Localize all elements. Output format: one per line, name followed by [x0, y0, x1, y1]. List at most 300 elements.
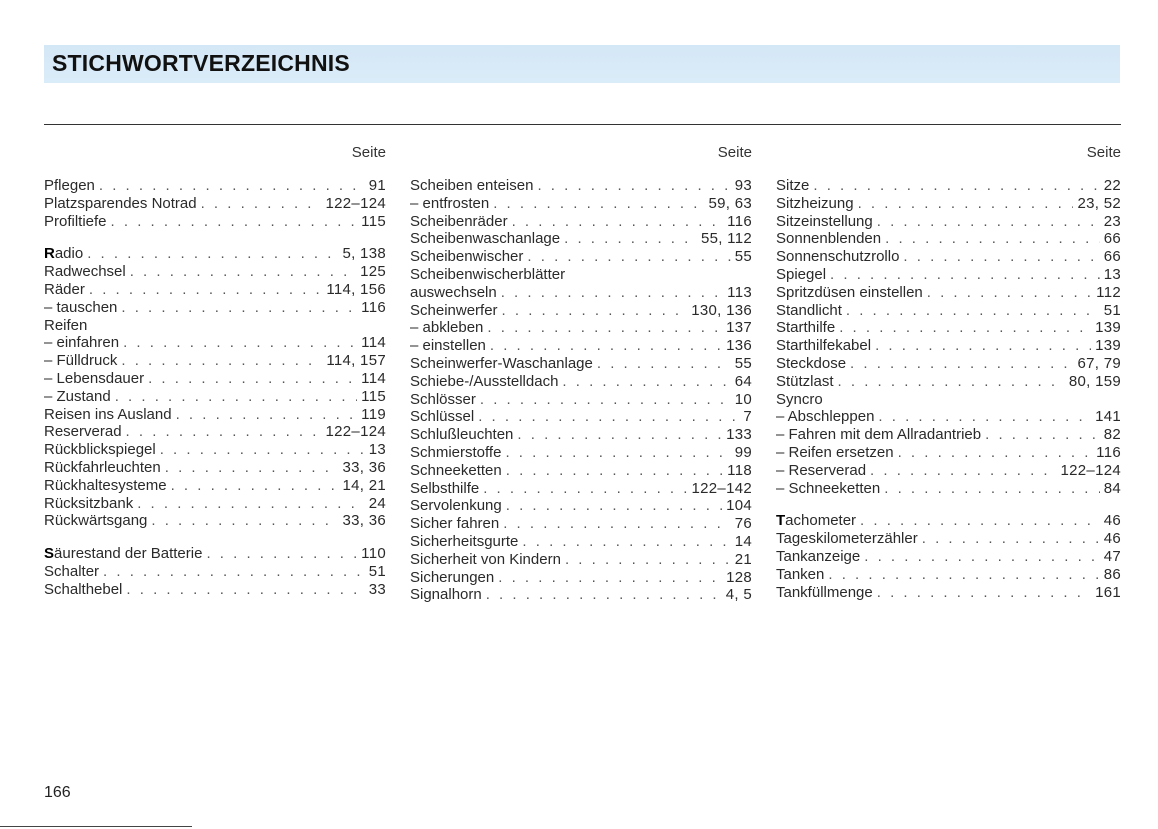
- entry-term-text: Rückfahrleuchten: [44, 458, 161, 476]
- entry-page: 55, 112: [700, 230, 752, 248]
- entry-page: 130, 136: [691, 301, 752, 319]
- dot-leader: [927, 284, 1092, 302]
- entry-page: 55: [734, 354, 752, 372]
- entry-term: [410, 497, 502, 515]
- index-entry: [410, 177, 752, 195]
- entry-term: [410, 533, 518, 551]
- dot-leader: [860, 512, 1100, 530]
- index-entry: [776, 195, 1121, 213]
- entry-term: [410, 426, 513, 444]
- entry-page: 55: [734, 248, 752, 266]
- entry-list: [44, 177, 386, 599]
- index-entry: [776, 337, 1121, 355]
- entry-page: 84: [1103, 479, 1121, 497]
- index-entry: [776, 408, 1121, 426]
- entry-term: [776, 391, 823, 409]
- entry-term-text: Scheibenwaschanlage: [410, 230, 561, 248]
- entry-term-text: Steckdose: [776, 354, 847, 372]
- index-entry: [410, 551, 752, 569]
- entry-term: [44, 281, 85, 299]
- entry-page: 118: [727, 461, 752, 479]
- dot-leader: [501, 284, 723, 302]
- index-entry: [776, 548, 1121, 566]
- entry-term-text: Tankanzeige: [776, 547, 861, 565]
- entry-page: 114, 157: [326, 352, 386, 370]
- entry-term: [776, 512, 856, 530]
- dot-leader: [126, 581, 364, 599]
- entry-page: 139: [1095, 319, 1121, 337]
- header-rule: [44, 124, 1121, 125]
- index-entry: [410, 497, 752, 515]
- entry-page: 66: [1103, 248, 1121, 266]
- dot-leader: [828, 566, 1099, 584]
- title-bar: [44, 45, 1120, 83]
- entry-page: 64: [734, 372, 752, 390]
- index-entry: [776, 391, 1121, 409]
- entry-term: [410, 284, 497, 302]
- index-entry: [44, 245, 386, 263]
- dot-leader: [176, 406, 358, 424]
- entry-term: [44, 441, 156, 459]
- index-entry: [776, 512, 1121, 530]
- index-entry: [776, 266, 1121, 284]
- index-entry: [44, 370, 386, 388]
- entry-page: 125: [360, 263, 386, 281]
- entry-page: 116: [361, 298, 386, 316]
- entry-page: 161: [1095, 583, 1121, 601]
- entry-term-text: achometer: [785, 512, 857, 530]
- entry-term: [44, 477, 167, 495]
- index-entry: [44, 581, 386, 599]
- entry-term-text: – tauschen: [44, 298, 118, 316]
- entry-term: [44, 545, 202, 563]
- entry-term: [44, 370, 144, 388]
- entry-term-text: Sicherheitsgurte: [410, 532, 519, 550]
- entry-page: 23: [1103, 212, 1121, 230]
- dot-leader: [884, 480, 1099, 498]
- entry-term: [410, 319, 483, 337]
- entry-page: 76: [734, 515, 752, 533]
- entry-term-text: Reifen: [44, 316, 88, 334]
- entry-term: [44, 581, 122, 599]
- dot-leader: [503, 515, 730, 533]
- entry-list: [410, 177, 752, 604]
- entry-term: [410, 551, 561, 569]
- dot-leader: [878, 408, 1091, 426]
- entry-page: 114, 156: [326, 280, 386, 298]
- entry-term-text: Signalhorn: [410, 586, 482, 604]
- entry-page: 5, 138: [342, 245, 386, 263]
- dot-leader: [137, 495, 365, 513]
- dot-leader: [99, 177, 365, 195]
- entry-term: [776, 319, 835, 337]
- entry-term: [410, 391, 476, 409]
- entry-page: 10: [734, 390, 752, 408]
- entry-term-text: Rückblickspiegel: [44, 441, 156, 459]
- index-entry: [44, 423, 386, 441]
- entry-term: [410, 355, 593, 373]
- entry-term-text: Schalthebel: [44, 580, 123, 598]
- dot-leader: [517, 426, 722, 444]
- index-entry: [410, 426, 752, 444]
- dot-leader: [846, 302, 1100, 320]
- entry-term-text: Sitzheizung: [776, 194, 854, 212]
- entry-term: [410, 462, 502, 480]
- entry-term-text: Spiegel: [776, 265, 827, 283]
- entry-term-text: – einfahren: [44, 334, 120, 352]
- entry-page: 33, 36: [342, 458, 386, 476]
- index-entry: [410, 408, 752, 426]
- entry-term-text: Scheiben enteisen: [410, 177, 534, 194]
- entry-term: [44, 495, 133, 513]
- entry-page: 93: [734, 177, 752, 194]
- dot-leader: [478, 408, 739, 426]
- entry-term-text: – Lebensdauer: [44, 369, 145, 387]
- dot-leader: [875, 337, 1091, 355]
- entry-term: [410, 480, 479, 498]
- index-entry: [776, 319, 1121, 337]
- dot-leader: [115, 388, 357, 406]
- entry-term-text: Rückwärtsgang: [44, 512, 148, 530]
- entry-term-text: Schmierstoffe: [410, 443, 502, 461]
- entry-term-text: Starthilfe: [776, 319, 836, 337]
- index-entry: [410, 248, 752, 266]
- entry-term: [44, 563, 99, 581]
- entry-term: [44, 406, 172, 424]
- index-entry: [410, 391, 752, 409]
- entry-term: [44, 317, 87, 335]
- entry-page: 116: [1096, 443, 1121, 461]
- dot-leader: [565, 551, 731, 569]
- entry-term-text: – entfrosten: [410, 194, 490, 212]
- dot-leader: [877, 213, 1100, 231]
- entry-term: [776, 248, 899, 266]
- entry-term-text: – Zustand: [44, 387, 111, 405]
- entry-term: [44, 195, 197, 213]
- entry-term: [410, 444, 501, 462]
- entry-term: [776, 230, 881, 248]
- entry-term: [776, 584, 873, 602]
- index-entry: [44, 317, 386, 335]
- dot-leader: [201, 195, 322, 213]
- entry-term-text: Sitze: [776, 177, 810, 194]
- index-entry: [410, 266, 752, 284]
- entry-term-text: – Reifen ersetzen: [776, 443, 894, 461]
- entry-initial: T: [776, 512, 786, 530]
- index-entry: [410, 195, 752, 213]
- entry-term-text: Rückhaltesysteme: [44, 476, 167, 494]
- dot-leader: [89, 281, 322, 299]
- entry-page: 24: [368, 494, 386, 512]
- entry-term: [44, 263, 126, 281]
- index-entry: [776, 426, 1121, 444]
- entry-term: [44, 388, 111, 406]
- entry-term-text: Scheibenwischer: [410, 248, 524, 266]
- entry-term: [410, 248, 523, 266]
- dot-leader: [502, 302, 688, 320]
- dot-leader: [480, 391, 731, 409]
- index-entry: [44, 477, 386, 495]
- entry-term-text: Schlösser: [410, 390, 476, 408]
- entry-term: [410, 337, 486, 355]
- index-entry: [44, 563, 386, 581]
- entry-term-text: Starthilfekabel: [776, 337, 872, 355]
- dot-leader: [505, 444, 730, 462]
- entry-term: [410, 230, 560, 248]
- dot-leader: [506, 497, 722, 515]
- dot-leader: [121, 352, 322, 370]
- index-entry: [410, 373, 752, 391]
- seite-header: Seite: [351, 144, 386, 161]
- entry-page: 115: [361, 212, 386, 230]
- entry-term-text: – Fülldruck: [44, 352, 118, 370]
- entry-page: 59, 63: [708, 194, 752, 212]
- entry-term: [776, 195, 854, 213]
- dot-leader: [922, 530, 1100, 548]
- index-entry: [44, 299, 386, 317]
- entry-page: 137: [726, 319, 752, 337]
- entry-term-text: äurestand der Batterie: [54, 545, 203, 563]
- dot-leader: [498, 569, 722, 587]
- entry-page: 47: [1103, 547, 1121, 565]
- dot-leader: [562, 373, 730, 391]
- index-entry: [44, 281, 386, 299]
- index-entry: [44, 406, 386, 424]
- entry-term-text: Rücksitzbank: [44, 494, 134, 512]
- seite-header: Seite: [717, 144, 752, 161]
- index-column-1: [44, 144, 386, 599]
- page-title: STICHWORTVERZEICHNIS: [52, 50, 350, 76]
- entry-page: 13: [1103, 265, 1121, 283]
- entry-term: [776, 302, 842, 320]
- dot-leader: [903, 248, 1099, 266]
- entry-term: [776, 548, 860, 566]
- index-entry: [410, 569, 752, 587]
- entry-page: 112: [1096, 283, 1121, 301]
- entry-term-text: – Abschleppen: [776, 408, 875, 426]
- entry-term-text: Radwechsel: [44, 263, 126, 281]
- index-entry: [410, 337, 752, 355]
- entry-term: [44, 299, 117, 317]
- entry-page: 66: [1103, 230, 1121, 248]
- dot-leader: [160, 441, 365, 459]
- index-entry: [776, 213, 1121, 231]
- entry-term-text: Schlußleuchten: [410, 426, 514, 444]
- entry-term-text: Sicher fahren: [410, 515, 500, 533]
- entry-term-text: Stützlast: [776, 372, 834, 390]
- dot-leader: [877, 584, 1091, 602]
- index-entry: [776, 444, 1121, 462]
- index-entry: [410, 355, 752, 373]
- index-entry: [44, 352, 386, 370]
- entry-page: 46: [1103, 530, 1121, 548]
- entry-term: [776, 408, 874, 426]
- entry-term-text: Scheibenräder: [410, 212, 508, 230]
- index-entry: [410, 230, 752, 248]
- dot-leader: [165, 459, 339, 477]
- dot-leader: [522, 533, 730, 551]
- entry-page: 99: [734, 443, 752, 461]
- entry-page: 86: [1103, 565, 1121, 583]
- entry-term-text: Sitzeinstellung: [776, 212, 873, 230]
- entry-term: [410, 515, 499, 533]
- dot-leader: [858, 195, 1074, 213]
- entry-term-text: Schneeketten: [410, 461, 502, 479]
- entry-term: [410, 177, 533, 195]
- dot-leader: [171, 477, 339, 495]
- entry-term: [776, 266, 826, 284]
- dot-leader: [850, 355, 1073, 373]
- index-entry: [410, 284, 752, 302]
- entry-term-text: Tageskilometerzähler: [776, 530, 918, 548]
- entry-term-text: – abkleben: [410, 319, 484, 337]
- dot-leader: [486, 586, 722, 604]
- index-entry: [410, 302, 752, 320]
- entry-term: [776, 444, 894, 462]
- entry-term: [410, 586, 482, 604]
- entry-term: [410, 408, 474, 426]
- index-entry: [410, 462, 752, 480]
- entry-term-text: Syncro: [776, 390, 823, 408]
- dot-leader: [813, 177, 1099, 195]
- index-entry: [44, 459, 386, 477]
- entry-term: [776, 355, 846, 373]
- index-entry: [410, 480, 752, 498]
- entry-page: 114: [361, 334, 386, 352]
- entry-page: 51: [1103, 301, 1121, 319]
- entry-term: [44, 512, 147, 530]
- dot-leader: [103, 563, 365, 581]
- dot-leader: [985, 426, 1100, 444]
- entry-term-text: – einstellen: [410, 337, 486, 355]
- index-entry: [410, 444, 752, 462]
- index-entry: [776, 230, 1121, 248]
- dot-leader: [121, 299, 357, 317]
- dot-leader: [839, 319, 1091, 337]
- entry-term-text: Profiltiefe: [44, 212, 107, 230]
- entry-term: [410, 266, 565, 284]
- entry-page: 133: [726, 426, 752, 444]
- entry-term-text: Schlüssel: [410, 408, 475, 426]
- entry-page: 122–142: [691, 479, 752, 497]
- entry-page: 21: [734, 550, 752, 568]
- entry-term-text: Räder: [44, 280, 85, 298]
- entry-term-text: Reisen ins Ausland: [44, 405, 172, 423]
- dot-leader: [537, 177, 730, 195]
- entry-term: [44, 352, 117, 370]
- entry-page: 119: [361, 405, 386, 423]
- entry-page: 115: [361, 387, 386, 405]
- entry-initial: S: [44, 545, 55, 563]
- entry-term: [44, 245, 83, 263]
- entry-term: [410, 569, 494, 587]
- index-entry: [44, 545, 386, 563]
- entry-page: 13: [368, 441, 386, 459]
- entry-term: [776, 480, 880, 498]
- entry-term-text: auswechseln: [410, 283, 497, 301]
- entry-list: [776, 177, 1121, 601]
- entry-term: [776, 566, 824, 584]
- entry-term-text: Sonnenschutzrollo: [776, 248, 900, 266]
- index-entry: [44, 263, 386, 281]
- index-entry: [776, 302, 1121, 320]
- entry-term-text: Tanken: [776, 565, 825, 583]
- dot-leader: [527, 248, 730, 266]
- dot-leader: [151, 512, 338, 530]
- index-entry: [410, 533, 752, 551]
- entry-page: 22: [1103, 177, 1121, 194]
- index-entry: [410, 515, 752, 533]
- index-entry: [776, 462, 1121, 480]
- entry-term: [776, 373, 834, 391]
- entry-page: 23, 52: [1077, 194, 1121, 212]
- entry-page: 136: [726, 337, 752, 355]
- entry-page: 128: [726, 568, 752, 586]
- entry-term-text: adio: [54, 245, 84, 263]
- index-entry: [776, 284, 1121, 302]
- index-entry: [776, 566, 1121, 584]
- entry-term: [776, 337, 871, 355]
- entry-term-text: Schalter: [44, 562, 100, 580]
- entry-page: 33, 36: [342, 512, 386, 530]
- dot-leader: [206, 545, 357, 563]
- entry-term-text: – Reserverad: [776, 461, 867, 479]
- dot-leader: [597, 355, 731, 373]
- entry-page: 104: [726, 497, 752, 515]
- entry-page: 113: [727, 283, 752, 301]
- entry-term-text: Reserverad: [44, 423, 122, 441]
- entry-term-text: Selbsthilfe: [410, 479, 480, 497]
- entry-page: 51: [368, 562, 386, 580]
- index-entry: [410, 586, 752, 604]
- index-entry: [776, 480, 1121, 498]
- entry-term: [776, 530, 918, 548]
- entry-term-text: Pflegen: [44, 177, 95, 194]
- entry-term: [410, 302, 498, 320]
- entry-term-text: Scheibenwischerblätter: [410, 265, 566, 283]
- index-entry: [410, 213, 752, 231]
- entry-term-text: Standlicht: [776, 301, 842, 319]
- entry-term-text: Sonnenblenden: [776, 230, 882, 248]
- dot-leader: [487, 319, 722, 337]
- index-entry: [776, 530, 1121, 548]
- dot-leader: [148, 370, 357, 388]
- entry-page: 80, 159: [1068, 372, 1121, 390]
- entry-term-text: Scheinwerfer-Waschanlage: [410, 354, 593, 372]
- entry-page: 46: [1103, 512, 1121, 530]
- dot-leader: [490, 337, 722, 355]
- entry-page: 91: [368, 177, 386, 194]
- entry-term-text: Spritzdüsen einstellen: [776, 283, 923, 301]
- entry-page: 122–124: [325, 423, 386, 441]
- entry-term-text: Scheinwerfer: [410, 301, 498, 319]
- index-entry: [44, 213, 386, 231]
- entry-page: 33: [368, 580, 386, 598]
- entry-term: [410, 195, 489, 213]
- entry-page: 14: [734, 532, 752, 550]
- entry-page: 139: [1095, 337, 1121, 355]
- dot-leader: [870, 462, 1056, 480]
- entry-page: 122–124: [1060, 461, 1121, 479]
- index-entry: [776, 177, 1121, 195]
- entry-term-text: Servolenkung: [410, 497, 502, 515]
- dot-leader: [126, 423, 322, 441]
- entry-term-text: Sicherungen: [410, 568, 495, 586]
- entry-term: [44, 213, 107, 231]
- index-entry: [44, 388, 386, 406]
- entry-page: 82: [1103, 426, 1121, 444]
- entry-term: [44, 423, 122, 441]
